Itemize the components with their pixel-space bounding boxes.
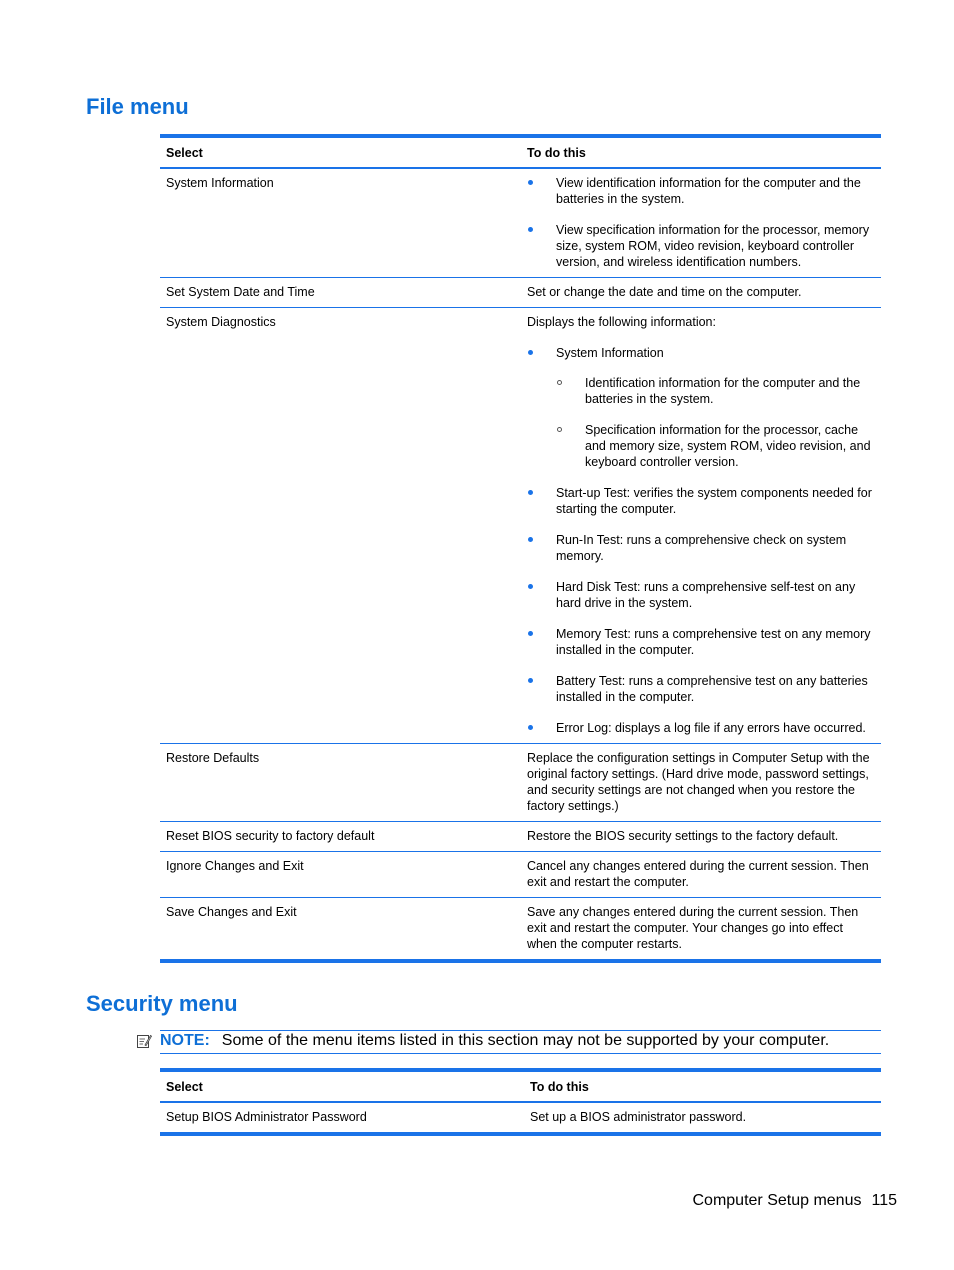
- table-row: [160, 308, 881, 744]
- bullet-icon: [528, 537, 533, 542]
- bullet-icon: [528, 584, 533, 589]
- list-item: Error Log: displays a log file if any errors have occurred.: [527, 720, 875, 736]
- row-action: Cancel any changes entered during the current session. Then exit and restart the computer.: [527, 859, 869, 889]
- row-intro: Displays the following information:: [527, 315, 716, 329]
- note-box: [160, 1030, 881, 1054]
- row-select: Reset BIOS security to factory default: [166, 829, 375, 843]
- table-row: [160, 1102, 881, 1134]
- note-pencil-icon: [136, 1033, 152, 1049]
- circle-bullet-icon: [557, 427, 562, 432]
- bullet-icon: [528, 631, 533, 636]
- column-header-select: Select: [166, 146, 203, 160]
- table-row: [160, 852, 881, 898]
- file-menu-table: [160, 134, 881, 963]
- row-select: Restore Defaults: [166, 751, 260, 765]
- table-header-row: [160, 136, 881, 168]
- list-item: System Information Identification information for the computer and the batteries in the system. Specification information for the processor, cache and memory size, system ROM, video revision, and keyboard controller version.: [527, 345, 875, 470]
- bullet-icon: [528, 725, 533, 730]
- list-item: View identification information for the computer and the batteries in the system.: [527, 175, 875, 207]
- row-action: Save any changes entered during the current session. Then exit and restart the computer. Your changes go into effect when the computer restarts.: [527, 905, 859, 951]
- circle-bullet-icon: [557, 380, 562, 385]
- row-select: System Diagnostics: [166, 315, 276, 329]
- row-action: Set or change the date and time on the computer.: [527, 285, 802, 299]
- table-header-row: [160, 1070, 881, 1102]
- column-header-action: To do this: [530, 1080, 589, 1094]
- bullet-icon: [528, 678, 533, 683]
- list-item: Battery Test: runs a comprehensive test on any batteries installed in the computer.: [527, 673, 875, 705]
- row-select: Setup BIOS Administrator Password: [166, 1110, 367, 1124]
- note-label: NOTE:: [160, 1032, 210, 1049]
- row-select: Save Changes and Exit: [166, 905, 297, 919]
- row-action: [521, 308, 881, 744]
- table-row: [160, 168, 881, 278]
- table-row: [160, 278, 881, 308]
- table-row: [160, 822, 881, 852]
- bullet-icon: [528, 180, 533, 185]
- note-text: Some of the menu items listed in this section may not be supported by your computer.: [221, 1032, 830, 1049]
- list-item: Run-In Test: runs a comprehensive check on system memory.: [527, 532, 875, 564]
- page-number: 115: [871, 1192, 897, 1209]
- row-action: Restore the BIOS security settings to the factory default.: [527, 829, 839, 843]
- row-select: Ignore Changes and Exit: [166, 859, 304, 873]
- bullet-icon: [528, 490, 533, 495]
- row-select: System Information: [166, 176, 274, 190]
- row-action: Replace the configuration settings in Computer Setup with the original factory settings. (Hard drive mode, password settings, and security settings are not changed when you restore the factory settings.): [527, 751, 870, 813]
- column-header-action: To do this: [527, 146, 586, 160]
- row-action: Set up a BIOS administrator password.: [530, 1110, 747, 1124]
- table-row: [160, 898, 881, 962]
- list-item: Memory Test: runs a comprehensive test on any memory installed in the computer.: [527, 626, 875, 658]
- sub-list-item: Identification information for the computer and the batteries in the system.: [556, 375, 875, 407]
- list-item: Hard Disk Test: runs a comprehensive self-test on any hard drive in the system.: [527, 579, 875, 611]
- row-select: Set System Date and Time: [166, 285, 315, 299]
- page-footer: [693, 1192, 898, 1210]
- sub-list-item: Specification information for the processor, cache and memory size, system ROM, video revision, and keyboard controller version.: [556, 422, 875, 470]
- bullet-icon: [528, 227, 533, 232]
- security-menu-heading: Security menu: [86, 991, 238, 1016]
- footer-section: Computer Setup menus: [692, 1192, 862, 1209]
- file-menu-heading: File menu: [86, 94, 189, 119]
- table-row: [160, 744, 881, 822]
- column-header-select: Select: [166, 1080, 203, 1094]
- list-item: Start-up Test: verifies the system components needed for starting the computer.: [527, 485, 875, 517]
- row-action: [521, 168, 881, 278]
- bullet-icon: [528, 350, 533, 355]
- list-item: View specification information for the processor, memory size, system ROM, video revision, keyboard controller version, and wireless identification numbers.: [527, 222, 875, 270]
- security-menu-table: [160, 1068, 881, 1136]
